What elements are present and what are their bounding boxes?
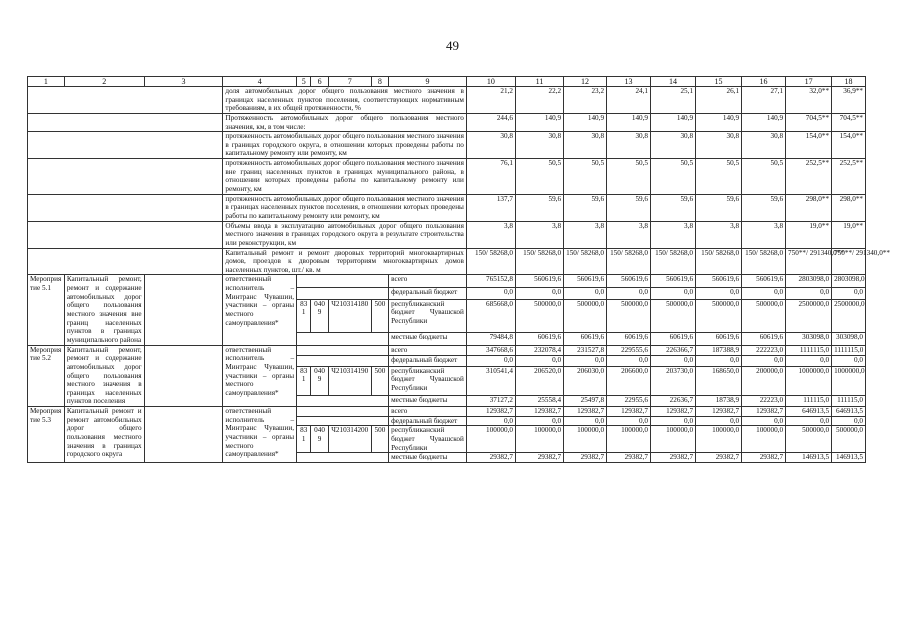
indicator-row <box>28 113 866 131</box>
funding-value: 29382,7 <box>651 453 696 463</box>
funding-value: 25497,8 <box>564 396 607 407</box>
csr-code: Ч210314200 <box>328 426 371 453</box>
indicator-value: 30,8 <box>651 132 696 159</box>
indicator-value: 140,9 <box>651 113 696 131</box>
indicator-text: Объемы ввода в эксплуатацию автомобильных дорог общего пользования местного значения в границах городского округа в результате строительства или реконструкции, км <box>223 221 466 248</box>
indicator-value: 36,9** <box>832 87 866 114</box>
indicator-value: 252,5** <box>832 159 866 195</box>
funding-value: 60619,6 <box>696 333 742 345</box>
measure-blank <box>144 345 223 406</box>
column-number: 8 <box>371 77 388 87</box>
funding-value: 303098,0 <box>786 333 832 345</box>
funding-value: 79484,8 <box>466 333 515 345</box>
code-blank <box>297 287 389 299</box>
indicator-text: Капитальный ремонт и ремонт дворовых территорий многоквартирных домов, проездов к дворовым территориям многоквартирных домов населенных пунктов, шт./ кв. м <box>223 248 466 275</box>
indicator-value: 22,2 <box>515 87 563 114</box>
indicator-value: 59,6 <box>607 194 651 221</box>
funding-source: республиканский бюджет Чувашской Республики <box>389 426 467 453</box>
funding-value: 222223,0 <box>742 345 786 356</box>
funding-value: 22223,0 <box>742 396 786 407</box>
code-blank <box>297 396 389 407</box>
funding-value: 303098,0 <box>832 333 866 345</box>
column-number: 18 <box>832 77 866 87</box>
column-number: 4 <box>223 77 297 87</box>
indicator-value: 76,1 <box>466 159 515 195</box>
funding-row <box>28 407 866 417</box>
funding-value: 0,0 <box>742 416 786 426</box>
indicator-value: 150/ 58268,0 <box>515 248 563 275</box>
funding-value: 187388,9 <box>696 345 742 356</box>
indicator-value: 30,8 <box>564 132 607 159</box>
funding-value: 29382,7 <box>564 453 607 463</box>
funding-value: 560619,6 <box>651 275 696 287</box>
funding-value: 232078,4 <box>515 345 563 356</box>
funding-value: 206600,0 <box>607 366 651 396</box>
funding-value: 560619,6 <box>742 275 786 287</box>
funding-value: 231527,8 <box>564 345 607 356</box>
measure-label: Мероприятие 5.2 <box>28 345 65 406</box>
funding-value: 129382,7 <box>466 407 515 417</box>
indicator-value: 30,8 <box>607 132 651 159</box>
indicator-value: 3,8 <box>515 221 563 248</box>
funding-value: 560619,6 <box>515 275 563 287</box>
indicator-value: 750**/ 291340,0** <box>832 248 866 275</box>
indicator-value: 140,9 <box>742 113 786 131</box>
funding-value: 60619,6 <box>607 333 651 345</box>
funding-row <box>28 345 866 356</box>
funding-value: 29382,7 <box>696 453 742 463</box>
funding-source: местные бюджеты <box>389 396 467 407</box>
indicator-value: 32,0** <box>786 87 832 114</box>
column-number: 7 <box>328 77 371 87</box>
funding-value: 129382,7 <box>696 407 742 417</box>
indicator-value: 30,8 <box>466 132 515 159</box>
measure-name: Капитальный ремонт и ремонт автомобильных дорог общего пользования местного значения в границах городского округа <box>64 407 144 463</box>
funding-row <box>28 275 866 287</box>
column-number: 13 <box>607 77 651 87</box>
column-number: 6 <box>311 77 328 87</box>
funding-value: 0,0 <box>786 356 832 367</box>
funding-value: 0,0 <box>696 416 742 426</box>
funding-value: 129382,7 <box>742 407 786 417</box>
funding-value: 206030,0 <box>564 366 607 396</box>
funding-value: 29382,7 <box>742 453 786 463</box>
funding-value: 22636,7 <box>651 396 696 407</box>
funding-value: 1000000,0 <box>832 366 866 396</box>
indicator-row <box>28 87 866 114</box>
indicator-value: 25,1 <box>651 87 696 114</box>
indicator-value: 3,8 <box>651 221 696 248</box>
funding-value: 0,0 <box>564 416 607 426</box>
funding-source: всего <box>389 345 467 356</box>
funding-value: 146913,5 <box>832 453 866 463</box>
funding-value: 60619,6 <box>515 333 563 345</box>
column-number: 15 <box>696 77 742 87</box>
measure-executor: ответственный исполнитель – Минтранс Чувашии, участники – органы местного самоуправления* <box>223 345 297 406</box>
funding-source: федеральный бюджет <box>389 416 467 426</box>
indicator-value: 50,5 <box>607 159 651 195</box>
column-number: 14 <box>651 77 696 87</box>
funding-value: 0,0 <box>515 287 563 299</box>
funding-value: 29382,7 <box>515 453 563 463</box>
funding-value: 18738,9 <box>696 396 742 407</box>
funding-value: 100000,0 <box>742 426 786 453</box>
indicator-value: 21,2 <box>466 87 515 114</box>
measure-label: Мероприятие 5.1 <box>28 275 65 345</box>
funding-value: 0,0 <box>832 287 866 299</box>
funding-value: 500000,0 <box>651 299 696 333</box>
funding-value: 646913,5 <box>786 407 832 417</box>
funding-value: 226366,7 <box>651 345 696 356</box>
funding-value: 37127,2 <box>466 396 515 407</box>
funding-value: 206520,0 <box>515 366 563 396</box>
code-blank <box>297 407 389 417</box>
funding-value: 60619,6 <box>742 333 786 345</box>
funding-value: 0,0 <box>696 356 742 367</box>
indicator-row <box>28 194 866 221</box>
indicator-value: 30,8 <box>515 132 563 159</box>
funding-value: 765152,8 <box>466 275 515 287</box>
indicator-value: 298,0** <box>832 194 866 221</box>
indicator-text: протяженность автомобильных дорог общего пользования местного значения в границах населенных пунктов поселения, в отношении которых проведены работы по капитальному ремонту или ремонту, км <box>223 194 466 221</box>
funding-value: 100000,0 <box>564 426 607 453</box>
indicator-text: протяженность автомобильных дорог общего пользования местного значения вне границ населенных пунктов в границах муниципального района, в отношении которых проведены работы по капитальному ремонту или ремонту, км <box>223 159 466 195</box>
column-number: 3 <box>144 77 223 87</box>
code-blank <box>297 356 389 367</box>
funding-value: 146913,5 <box>786 453 832 463</box>
budget-table <box>27 76 890 463</box>
funding-value: 1111115,0 <box>786 345 832 356</box>
indicator-value: 30,8 <box>696 132 742 159</box>
funding-value: 0,0 <box>696 287 742 299</box>
indicator-value: 140,9 <box>515 113 563 131</box>
indicator-blank <box>28 159 223 195</box>
rzpr-code: 0409 <box>311 366 328 396</box>
indicator-value: 150/ 58268,0 <box>564 248 607 275</box>
indicator-row <box>28 159 866 195</box>
indicator-value: 154,0** <box>786 132 832 159</box>
funding-value: 500000,0 <box>564 299 607 333</box>
funding-value: 0,0 <box>466 416 515 426</box>
column-number: 2 <box>64 77 144 87</box>
funding-value: 2500000,0 <box>832 299 866 333</box>
indicator-value: 59,6 <box>696 194 742 221</box>
column-number: 5 <box>297 77 311 87</box>
indicator-value: 27,1 <box>742 87 786 114</box>
funding-value: 0,0 <box>607 287 651 299</box>
measure-name: Капитальный ремонт, ремонт и содержание автомобильных дорог общего пользования местного значения вне границ населенных пунктов в границах муниципального района <box>64 275 144 345</box>
funding-value: 0,0 <box>564 356 607 367</box>
funding-value: 500000,0 <box>742 299 786 333</box>
funding-value: 100000,0 <box>696 426 742 453</box>
grbs-code: 831 <box>297 426 311 453</box>
code-blank <box>297 333 389 345</box>
csr-code: Ч210314190 <box>328 366 371 396</box>
funding-value: 0,0 <box>607 356 651 367</box>
measure-executor: ответственный исполнитель – Минтранс Чувашии, участники – органы местного самоуправления* <box>223 407 297 463</box>
indicator-value: 3,8 <box>742 221 786 248</box>
funding-value: 646913,5 <box>832 407 866 417</box>
funding-value: 1000000,0 <box>786 366 832 396</box>
code-blank <box>297 416 389 426</box>
funding-value: 500000,0 <box>515 299 563 333</box>
funding-value: 560619,6 <box>564 275 607 287</box>
funding-value: 2500000,0 <box>786 299 832 333</box>
funding-value: 0,0 <box>515 416 563 426</box>
indicator-row <box>28 132 866 159</box>
indicator-blank <box>28 194 223 221</box>
funding-value: 0,0 <box>742 287 786 299</box>
indicator-value: 50,5 <box>564 159 607 195</box>
column-number: 10 <box>466 77 515 87</box>
indicator-value: 3,8 <box>696 221 742 248</box>
indicator-blank <box>28 221 223 248</box>
funding-value: 0,0 <box>651 287 696 299</box>
funding-value: 129382,7 <box>607 407 651 417</box>
indicator-value: 50,5 <box>696 159 742 195</box>
funding-value: 500000,0 <box>832 426 866 453</box>
funding-value: 1111115,0 <box>832 345 866 356</box>
measure-label: Мероприятие 5.3 <box>28 407 65 463</box>
column-number: 16 <box>742 77 786 87</box>
funding-value: 560619,6 <box>696 275 742 287</box>
indicator-value: 154,0** <box>832 132 866 159</box>
grbs-code: 831 <box>297 299 311 333</box>
indicator-blank <box>28 87 223 114</box>
measure-name: Капитальный ремонт, ремонт и содержание автомобильных дорог общего пользования местного значения в границах населенных пунктов поселения <box>64 345 144 406</box>
grbs-code: 831 <box>297 366 311 396</box>
funding-value: 0,0 <box>786 416 832 426</box>
funding-value: 685668,0 <box>466 299 515 333</box>
indicator-row <box>28 248 866 275</box>
funding-value: 229555,6 <box>607 345 651 356</box>
column-number: 9 <box>389 77 467 87</box>
indicator-value: 252,5** <box>786 159 832 195</box>
indicator-value: 3,8 <box>607 221 651 248</box>
funding-value: 29382,7 <box>607 453 651 463</box>
code-blank <box>297 275 389 287</box>
indicator-blank <box>28 132 223 159</box>
column-number: 1 <box>28 77 65 87</box>
indicator-value: 150/ 58268,0 <box>651 248 696 275</box>
funding-value: 0,0 <box>466 356 515 367</box>
indicator-value: 19,0** <box>832 221 866 248</box>
funding-source: всего <box>389 275 467 287</box>
funding-source: всего <box>389 407 467 417</box>
funding-value: 60619,6 <box>651 333 696 345</box>
funding-value: 100000,0 <box>607 426 651 453</box>
indicator-text: доля автомобильных дорог общего пользования местного значения в границах населенных пунктов поселения, соответствующих нормативным требованиям, в их общей протяженности, % <box>223 87 466 114</box>
indicator-value: 244,6 <box>466 113 515 131</box>
column-number-row <box>28 77 866 87</box>
indicator-value: 704,5** <box>786 113 832 131</box>
rzpr-code: 0409 <box>311 426 328 453</box>
indicator-value: 140,9 <box>607 113 651 131</box>
indicator-value: 150/ 58268,0 <box>466 248 515 275</box>
indicator-value: 24,1 <box>607 87 651 114</box>
funding-source: федеральный бюджет <box>389 356 467 367</box>
indicator-value: 704,5** <box>832 113 866 131</box>
csr-code: Ч210314180 <box>328 299 371 333</box>
indicator-value: 50,5 <box>515 159 563 195</box>
funding-value: 347668,6 <box>466 345 515 356</box>
code-blank <box>297 345 389 356</box>
funding-value: 0,0 <box>607 416 651 426</box>
measure-blank <box>144 407 223 463</box>
indicator-value: 3,8 <box>564 221 607 248</box>
funding-value: 129382,7 <box>564 407 607 417</box>
indicator-value: 30,8 <box>742 132 786 159</box>
code-blank <box>297 453 389 463</box>
funding-value: 2803098,0 <box>832 275 866 287</box>
page-number: 49 <box>446 38 459 53</box>
indicator-value: 150/ 58268,0 <box>696 248 742 275</box>
indicator-value: 150/ 58268,0 <box>607 248 651 275</box>
funding-value: 0,0 <box>832 356 866 367</box>
column-number: 17 <box>786 77 832 87</box>
measure-executor: ответственный исполнитель – Минтранс Чувашии, участники – органы местного самоуправления* <box>223 275 297 345</box>
indicator-text: Протяженность автомобильных дорог общего пользования местного значения, км, в том числе: <box>223 113 466 131</box>
funding-value: 0,0 <box>515 356 563 367</box>
measure-blank <box>144 275 223 345</box>
funding-value: 168650,0 <box>696 366 742 396</box>
indicator-row <box>28 221 866 248</box>
indicator-value: 59,6 <box>651 194 696 221</box>
funding-value: 100000,0 <box>466 426 515 453</box>
funding-value: 129382,7 <box>651 407 696 417</box>
funding-value: 500000,0 <box>696 299 742 333</box>
column-number: 11 <box>515 77 563 87</box>
indicator-value: 19,0** <box>786 221 832 248</box>
indicator-blank <box>28 248 223 275</box>
funding-value: 310541,4 <box>466 366 515 396</box>
indicator-value: 298,0** <box>786 194 832 221</box>
column-number: 12 <box>564 77 607 87</box>
funding-value: 129382,7 <box>515 407 563 417</box>
funding-value: 0,0 <box>651 356 696 367</box>
funding-source: местные бюджеты <box>389 453 467 463</box>
indicator-value: 150/ 58268,0 <box>742 248 786 275</box>
funding-value: 0,0 <box>786 287 832 299</box>
indicator-value: 23,2 <box>564 87 607 114</box>
funding-value: 25558,4 <box>515 396 563 407</box>
funding-value: 0,0 <box>466 287 515 299</box>
indicator-value: 26,1 <box>696 87 742 114</box>
indicator-blank <box>28 113 223 131</box>
vr-code: 500 <box>371 426 388 453</box>
funding-value: 60619,6 <box>564 333 607 345</box>
indicator-value: 3,8 <box>466 221 515 248</box>
funding-value: 111115,0 <box>786 396 832 407</box>
indicator-value: 137,7 <box>466 194 515 221</box>
indicator-value: 59,6 <box>564 194 607 221</box>
funding-value: 22955,6 <box>607 396 651 407</box>
funding-value: 0,0 <box>651 416 696 426</box>
indicator-value: 59,6 <box>515 194 563 221</box>
funding-value: 111115,0 <box>832 396 866 407</box>
funding-source: федеральный бюджет <box>389 287 467 299</box>
funding-value: 100000,0 <box>515 426 563 453</box>
indicator-text: протяженность автомобильных дорог общего пользования местного значения в границах городского округа, в отношении которых проведены работы по капитальному ремонту или ремонту, км <box>223 132 466 159</box>
funding-source: республиканский бюджет Чувашской Республики <box>389 366 467 396</box>
funding-value: 0,0 <box>832 416 866 426</box>
funding-value: 29382,7 <box>466 453 515 463</box>
funding-value: 0,0 <box>564 287 607 299</box>
funding-source: республиканский бюджет Чувашской Республики <box>389 299 467 333</box>
indicator-value: 59,6 <box>742 194 786 221</box>
indicator-value: 140,9 <box>564 113 607 131</box>
funding-value: 500000,0 <box>786 426 832 453</box>
funding-value: 560619,6 <box>607 275 651 287</box>
indicator-value: 140,9 <box>696 113 742 131</box>
funding-value: 0,0 <box>742 356 786 367</box>
rzpr-code: 0409 <box>311 299 328 333</box>
funding-value: 100000,0 <box>651 426 696 453</box>
vr-code: 500 <box>371 299 388 333</box>
indicator-value: 50,5 <box>651 159 696 195</box>
funding-source: местные бюджеты <box>389 333 467 345</box>
indicator-value: 50,5 <box>742 159 786 195</box>
funding-value: 203730,0 <box>651 366 696 396</box>
funding-value: 200000,0 <box>742 366 786 396</box>
funding-value: 2803098,0 <box>786 275 832 287</box>
funding-value: 500000,0 <box>607 299 651 333</box>
vr-code: 500 <box>371 366 388 396</box>
indicator-value: 750**/ 291340,0** <box>786 248 832 275</box>
